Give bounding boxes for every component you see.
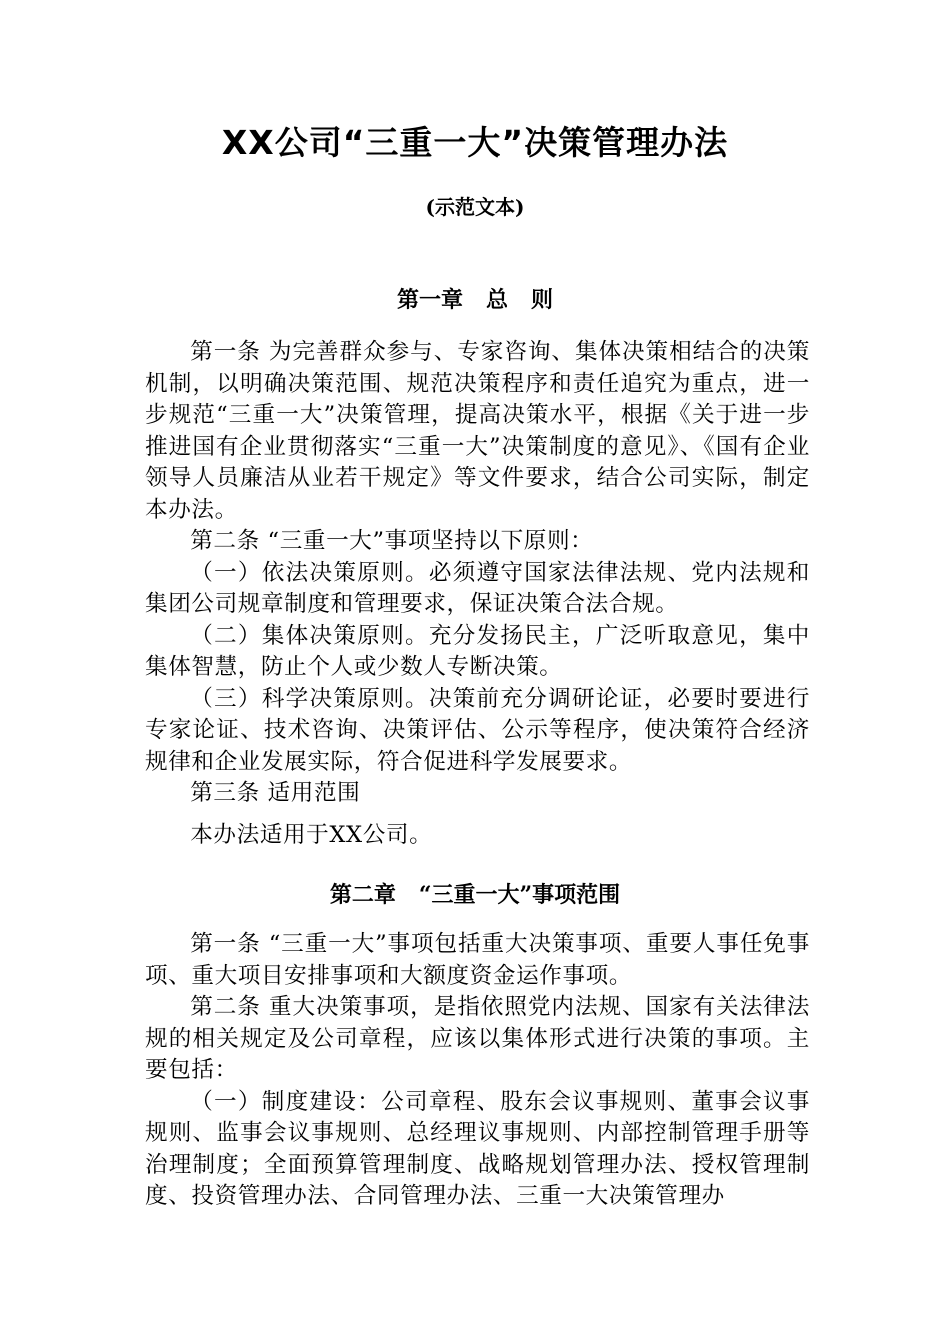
principle-2-paragraph: （二）集体决策原则。充分发扬民主，广泛听取意见，集中集体智慧，防止个人或少数人专断决策。: [145, 622, 810, 680]
chapter-2-heading: 第二章 “三重一大”事项范围: [329, 882, 621, 908]
article-1-paragraph: 第一条 为完善群众参与、专家咨询、集体决策相结合的决策机制，以明确决策范围、规范决策程序和责任追究为重点，进一步规范“三重一大”决策管理，提高决策水平，根据《关于进一步推进国有企业贯彻落实“三重一大”决策制度的意见》、《国有企业领导人员廉洁从业若干规定》等文件要求，结合公司实际，制定本办法。: [145, 339, 810, 523]
system-building-paragraph: （一）制度建设：公司章程、股东会议事规则、董事会议事规则、监事会议事规则、总经理议事规则、内部控制管理手册等治理制度；全面预算管理制度、战略规划管理办法、授权管理制度、投资管理办法、合同管理办法、三重一大决策管理办: [145, 1088, 810, 1209]
chapter-1-body: [145, 337, 810, 851]
article-3-paragraph: 第三条 适用范围: [190, 780, 361, 806]
chapter-2-body: [145, 929, 810, 1213]
document-title: XX公司“三重一大”决策管理办法: [221, 123, 729, 162]
scope-paragraph: 本办法适用于XX公司。: [190, 821, 433, 848]
chapter-2-article-1-paragraph: 第一条 “三重一大”事项包括重大决策事项、重要人事任免事项、重大项目安排事项和大额度资金运作事项。: [145, 931, 810, 989]
chapter-1-heading: 第一章 总 则: [397, 287, 553, 313]
document-subtitle: (示范文本): [425, 195, 525, 219]
chapter-2-article-2-paragraph: 第二条 重大决策事项，是指依照党内法规、国家有关法律法规的相关规定及公司章程，应该以集体形式进行决策的事项。主要包括：: [145, 994, 810, 1083]
principle-3-paragraph: （三）科学决策原则。决策前充分调研论证，必要时要进行专家论证、技术咨询、决策评估、公示等程序，使决策符合经济规律和企业发展实际，符合促进科学发展要求。: [145, 685, 810, 775]
article-2-paragraph: 第二条 “三重一大”事项坚持以下原则：: [190, 528, 594, 554]
principle-1-paragraph: （一）依法决策原则。必须遵守国家法律法规、党内法规和集团公司规章制度和管理要求，保证决策合法合规。: [145, 559, 810, 617]
